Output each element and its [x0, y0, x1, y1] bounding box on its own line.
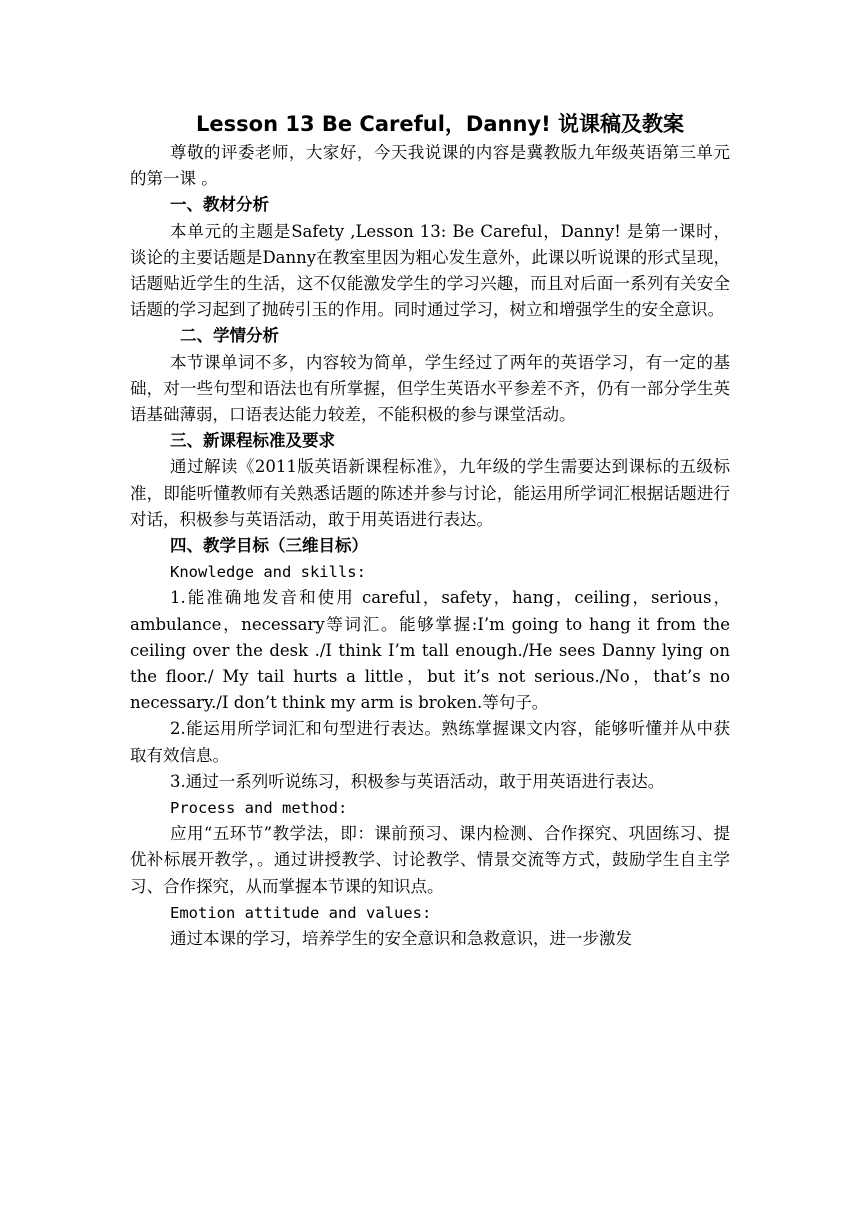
- curriculum-standard-paragraph: 通过解读《2011版英语新课程标准》，九年级的学生需要达到课标的五级标准，即能听懂教师有关熟悉话题的陈述并参与讨论，能运用所学词汇根据话题进行对话，积极参与英语活动，敢于用英语进行表达。: [130, 457, 730, 529]
- document-page: [130, 108, 730, 952]
- document-title: Lesson 13 Be Careful，Danny! 说课稿及教案: [196, 112, 684, 136]
- emotion-values-label: Emotion attitude and values:: [170, 903, 432, 922]
- emotion-values-paragraph: 通过本课的学习，培养学生的安全意识和急救意识，进一步激发: [170, 929, 632, 949]
- section-heading-textbook-analysis: 一、教材分析: [170, 195, 269, 215]
- intro-paragraph: 尊敬的评委老师，大家好，今天我说课的内容是冀教版九年级英语第三单元的第一课 。: [130, 143, 730, 189]
- knowledge-skills-label: Knowledge and skills:: [170, 563, 366, 582]
- section-heading-curriculum-standard: 三、新课程标准及要求: [170, 431, 335, 451]
- process-method-label: Process and method:: [170, 799, 348, 818]
- objective-item-2: 2.能运用所学词汇和句型进行表达。熟练掌握课文内容，能够听懂并从中获取有效信息。: [130, 719, 730, 765]
- textbook-analysis-paragraph: 本单元的主题是Safety ,Lesson 13: Be Careful，Danny! 是第一课时，谈论的主要话题是Danny在教室里因为粗心发生意外，此课以听说课的形式呈现，话题贴近学生的生活，这不仅能激发学生的学习兴趣，而且对后面一系列有关安全话题的学习起到了抛砖引玉的作用。同时通过学习，树立和增强学生的安全意识。: [130, 221, 730, 320]
- objective-item-3: 3.通过一系列听说练习，积极参与英语活动，敢于用英语进行表达。: [170, 771, 665, 791]
- process-method-paragraph: 应用“五环节”教学法，即：课前预习、课内检测、合作探究、巩固练习、提优补标展开教学，。通过讲授教学、讨论教学、情景交流等方式，鼓励学生自主学习、合作探究，从而掌握本节课的知识点。: [130, 824, 730, 896]
- section-heading-teaching-objectives: 四、教学目标（三维目标）: [170, 536, 368, 556]
- section-heading-student-analysis: 二、学情分析: [180, 326, 279, 346]
- student-analysis-paragraph: 本节课单词不多，内容较为简单，学生经过了两年的英语学习，有一定的基础，对一些句型和语法也有所掌握，但学生英语水平参差不齐，仍有一部分学生英语基础薄弱，口语表达能力较差，不能积极的参与课堂活动。: [130, 352, 730, 425]
- objective-item-1: 1.能准确地发音和使用 careful，safety，hang，ceiling，serious，ambulance，necessary等词汇。能够掌握:I’m going to hang it from the ceiling over the desk ./I think I’m tall enough./He sees Danny lying on the floor./ My tail hurts a little，but it’s not serious./No，that’s no necessary./I don’t think my arm is broken.等句子。: [130, 588, 730, 713]
